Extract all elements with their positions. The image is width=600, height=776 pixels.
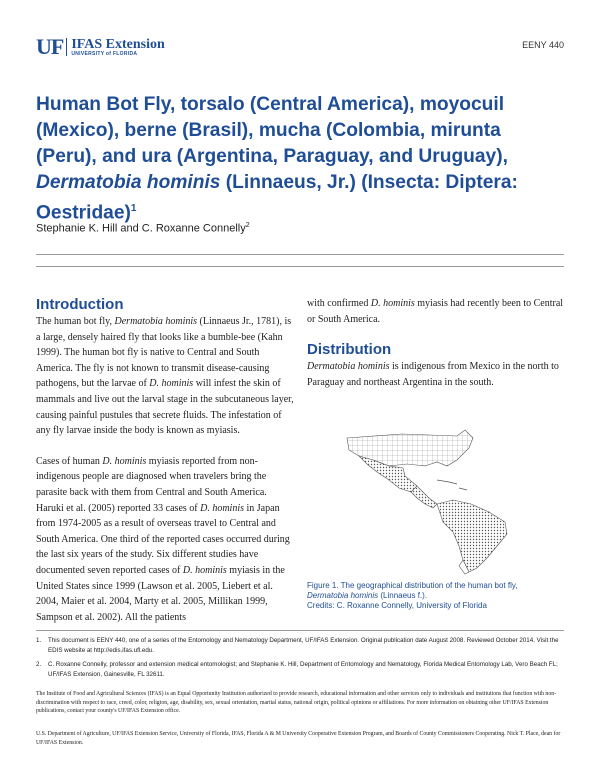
- italic-run-3: D. hominis: [149, 378, 194, 390]
- logo-main: IFAS Extension: [71, 36, 165, 52]
- distribution-heading: Distribution: [307, 341, 392, 359]
- italic-run-1: D. hominis: [370, 298, 415, 309]
- text-run-2: (Linnaeus Jr., 1781), is a large, densely haired fly that looks like a bumble-bee (Kahn 1999). The human bot fly is native to Central and South America. The fly is not known to transmit disease-causing pathogens, but the larvae of: [36, 316, 292, 390]
- document-title: [36, 92, 566, 226]
- text-run-0: Cases of human: [36, 455, 103, 467]
- map-central-america-outline: [411, 486, 437, 508]
- footnote-1-text: This document is EENY 440, one of a series of the Entomology and Nematology Department, UF/IFAS Extension. Original publication date August 2008. Reviewed October 2014. Visit the EDIS website at http://edis.ifas.ufl.edu.: [48, 637, 559, 654]
- italic-run-1: Dermatobia hominis: [114, 316, 198, 327]
- figure-caption-species-suffix: (Linnaeus f.).: [378, 591, 428, 601]
- footnote-1-number: 1.: [36, 637, 42, 644]
- right-column: [307, 296, 565, 611]
- map-south-america-outline: [437, 500, 507, 572]
- figure-caption-species: Dermatobia hominis: [307, 591, 379, 601]
- uf-ifas-logo: [36, 34, 165, 60]
- left-column: [36, 296, 294, 625]
- introduction-paragraph-2: [36, 454, 294, 626]
- footnote-2: [36, 660, 564, 679]
- cooperating-agencies-statement: U.S. Department of Agriculture, UF/IFAS Extension Service, University of Florida, IFAS, Florida A & M University Cooperative Extension Program, and Boards of County Commissioners Cooperating. Nick T. Place, dean for UF/IFAS Extension.: [36, 731, 561, 746]
- text-run-2: myiasis reported from non-indigenous people are diagnosed when travelers bring the parasite back with them from Central and South America. Haruki et al. (2005) reported 33 cases of: [36, 455, 267, 514]
- italic-run-5: D. hominis: [182, 564, 227, 576]
- figure-credits: Credits: C. Roxanne Connelly, University of Florida: [307, 601, 487, 611]
- text-run-4: in Japan from 1974-2005 as a result of overseas travel to Central and South America. One third of the reported cases occurred during the last six years of the study. Six different studies have documented seven reported cases of: [36, 502, 290, 576]
- title-part-2: (Linnaeus, Jr.) (Insecta: Diptera: Oestridae): [36, 172, 518, 224]
- distribution-map: [307, 400, 565, 575]
- italic-run-0: Dermatobia hominis: [307, 361, 390, 373]
- header-rule-bottom: [36, 266, 564, 267]
- introduction-paragraph-1: [36, 314, 294, 439]
- authors-text: Stephanie K. Hill and C. Roxanne Connelly: [36, 222, 246, 235]
- title-footnote-mark: 1: [130, 203, 137, 214]
- map-caribbean-islands: [437, 480, 467, 490]
- figure-caption-line-1: Figure 1. The geographical distribution of the human bot fly,: [307, 581, 518, 591]
- logo-divider: [66, 38, 67, 56]
- authors-footnote-mark: 2: [245, 222, 250, 229]
- figure-caption-line-2: [307, 591, 565, 601]
- italic-run-3: D. hominis: [200, 502, 245, 514]
- document-id: EENY 440: [522, 40, 564, 50]
- text-run-0: The human bot fly,: [36, 316, 115, 327]
- logo-uf: UF: [36, 34, 64, 59]
- footnotes: [36, 630, 564, 679]
- distribution-map-svg: [307, 400, 565, 575]
- logo-sub: UNIVERSITY of FLORIDA: [71, 50, 138, 57]
- header-rule-top: [36, 254, 564, 255]
- title-species: Dermatobia hominis: [36, 172, 221, 193]
- logo-wordmark: [71, 38, 164, 57]
- footnote-2-text: C. Roxanne Connelly, professor and extension medical entomologist; and Stephanie K. Hill, Department of Entomology and Nematology, Florida Medical Entomology Lab, Vero Beach FL; UF/IFAS Extension, Gainesville, FL 32611.: [48, 661, 558, 678]
- introduction-heading: Introduction: [36, 296, 124, 313]
- text-run-2: myiasis had recently been to Central or South America.: [307, 298, 564, 325]
- footnote-1: [36, 636, 564, 655]
- text-run-1: is indigenous from Mexico in the north to Paraguay and northeast Argentina in the south.: [307, 361, 559, 388]
- title-part-1: Human Bot Fly, torsalo (Central America), moyocuil (Mexico), berne (Brasil), mucha (Colombia, mirunta (Peru), and ura (Argentina, Paraguay, and Uruguay),: [36, 94, 508, 167]
- introduction-paragraph-continued: [307, 296, 565, 327]
- text-run-4: will infest the skin of mammals and live out the larval stage in the subcutaneous layer, causing painful pustules that secrete fluids. The infestation of any fly larvae inside the body is known as myiasis.: [36, 378, 294, 437]
- distribution-paragraph: [307, 359, 565, 390]
- equal-opportunity-statement: The Institute of Food and Agricultural Sciences (IFAS) is an Equal Opportunity Institution authorized to provide research, educational information and other services only to individuals and institutions that function with non-discrimination with respect to race, creed, color, religion, age, disability, sex, sexual orientation, marital status, national origin, political opinions or affiliations. For more information on obtaining other UF/IFAS Extension publications, contact your county's UF/IFAS Extension office.: [36, 691, 557, 714]
- italic-run-1: D. hominis: [102, 455, 147, 467]
- footnote-2-number: 2.: [36, 661, 42, 668]
- figure-caption: [307, 581, 565, 611]
- text-run-6: myiasis in the United States since 1999 (Lawson et al. 2005, Liebert et al. 2004, Maier et al. 2004, Marty et al. 2005, Millikan 1999, Sampson et al. 2002). All the patients: [36, 564, 285, 623]
- authors: [36, 222, 250, 235]
- text-run-0: with confirmed: [307, 298, 371, 309]
